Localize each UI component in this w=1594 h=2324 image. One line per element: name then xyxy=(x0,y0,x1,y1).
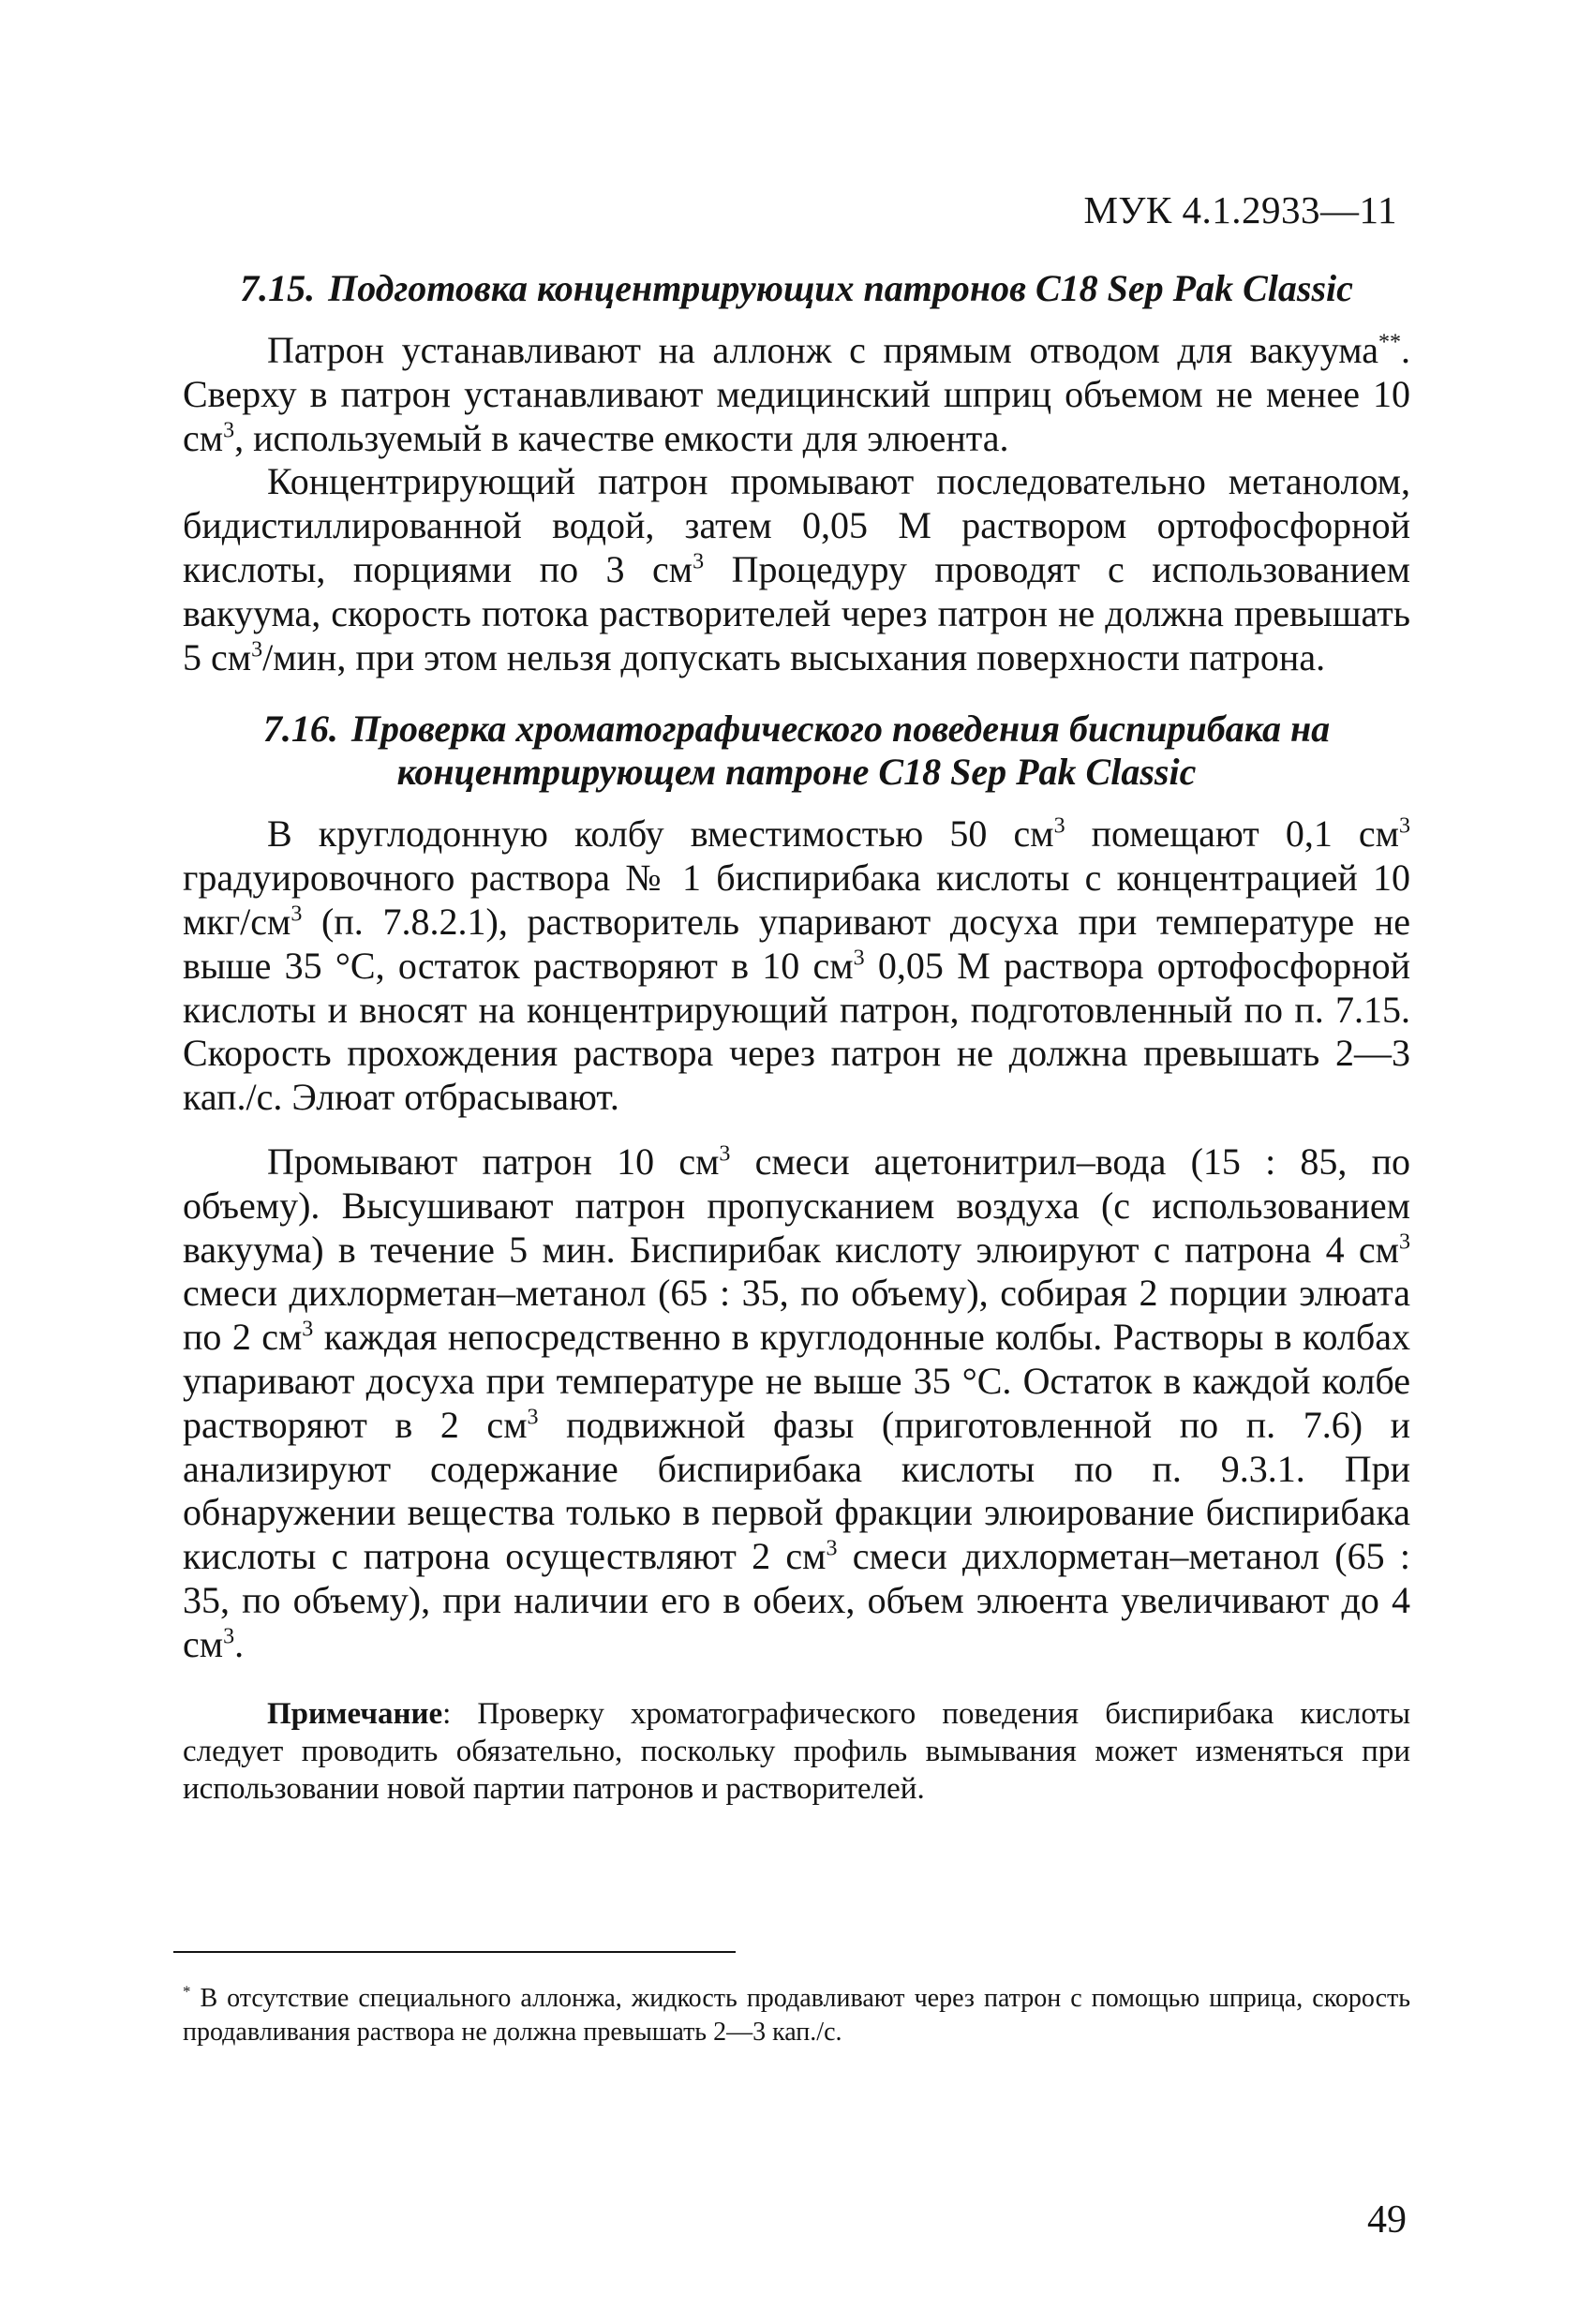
page-number: 49 xyxy=(1367,2198,1407,2242)
superscript: 3 xyxy=(527,1405,539,1430)
superscript: 3 xyxy=(1399,1229,1410,1255)
superscript: 3 xyxy=(302,1317,314,1342)
footnote-ref: ** xyxy=(1378,330,1401,355)
text: подвижной фазы (приготовленной по п. 7.6) и анализируют содержание биспирибака кислоты по п. 9.3.1. При обнаружении вещества только в первой фракции элюирование биспирибака кислоты с патрона осуществляют 2 см xyxy=(183,1403,1410,1578)
section-number: 7.15. xyxy=(240,267,316,309)
superscript: 3 xyxy=(853,946,865,971)
section-title-line2: концентрирующем патроне C18 Sep Pak Classic xyxy=(396,751,1197,794)
superscript: 3 xyxy=(719,1141,731,1167)
section-7-16-heading xyxy=(183,708,1410,794)
superscript: 3 xyxy=(251,637,263,663)
superscript: 3 xyxy=(223,1624,235,1649)
superscript: 3 xyxy=(1399,814,1410,840)
text: /мин, при этом нельзя допускать высыхания поверхности патрона. xyxy=(262,635,1326,678)
text: смеси дихлорметан–метанол (65 : 35, по объему), при наличии его в обеих, объем элюента увеличивают до 4 см xyxy=(183,1535,1410,1665)
document-code: МУК 4.1.2933—11 xyxy=(1083,188,1397,231)
text: помещают 0,1 см xyxy=(1065,812,1399,856)
text: В круглодонную колбу вместимостью 50 см xyxy=(267,812,1054,856)
footnote xyxy=(183,1982,1410,2049)
section-number: 7.16. xyxy=(262,708,338,751)
text: Промывают патрон 10 см xyxy=(267,1140,720,1183)
text: смеси дихлорметан–метанол (65 : 35, по объему), собирая 2 порции элюата по 2 см xyxy=(183,1272,1410,1359)
note-text: : Проверку хроматографического поведения биспирибака кислоты следует проводить обязательно, поскольку профиль вымывания может изменяться при использовании новой партии патронов и растворителей. xyxy=(183,1696,1410,1806)
paragraph xyxy=(183,1140,1410,1667)
text: (п. 7.8.2.1), растворитель упаривают досуха при температуре не выше 35 °С, остаток растворяют в 10 см xyxy=(183,900,1410,987)
text: Концентрирующий патрон промывают последовательно метанолом, бидистиллированной водой, затем 0,05 М раствором ортофосфорной кислоты, порциями по 3 см xyxy=(183,460,1410,590)
section-7-15-heading xyxy=(183,267,1410,310)
note xyxy=(183,1695,1410,1808)
section-title-line1: Проверка хроматографического поведения биспирибака на xyxy=(350,708,1331,751)
footnote-divider xyxy=(173,1951,736,1953)
paragraph xyxy=(183,329,1410,460)
text: . Сверху в патрон устанавливают медицинский шприц объемом не менее 10 см xyxy=(183,329,1410,459)
text: каждая непосредственно в круглодонные колбы. Растворы в колбах упаривают досуха при температуре не выше 35 °С. Остаток в каждой колбе растворяют в 2 см xyxy=(183,1316,1410,1446)
superscript: 3 xyxy=(693,549,705,574)
superscript: 3 xyxy=(223,418,235,443)
footnote-text: В отсутствие специального аллонжа, жидкость продавливают через патрон с помощью шприца, скорость продавливания раствора не должна превышать 2—3 кап./с. xyxy=(183,1984,1410,2047)
footnote-mark: * xyxy=(183,1982,191,2001)
text: . xyxy=(234,1622,245,1665)
text: градуировочного раствора № 1 биспирибака кислоты с концентрацией 10 мкг/см xyxy=(183,857,1410,943)
note-label: Примечание xyxy=(267,1696,443,1731)
section-title: Подготовка концентрирующих патронов C18 Sep Pak Classic xyxy=(328,267,1353,309)
text: 0,05 М раствора ортофосфорной кислоты и вносят на концентрирующий патрон, подготовленный по п. 7.15. Скорость прохождения раствора через патрон не должна превышать 2—3 кап./с. Элюат отбрасывают. xyxy=(183,944,1411,1119)
paragraph xyxy=(183,812,1410,1120)
paragraph xyxy=(183,460,1410,679)
text: смеси ацетонитрил–вода (15 : 85, по объему). Высушивают патрон пропусканием воздуха (с использованием вакуума) в течение 5 мин. Биспирибак кислоту элюируют с патрона 4 см xyxy=(183,1140,1410,1271)
text: Патрон устанавливают на аллонж с прямым отводом для вакуума xyxy=(267,329,1378,371)
superscript: 3 xyxy=(1053,814,1065,840)
page-content xyxy=(183,267,1410,1808)
text: Процедуру проводят с использованием вакуума, скорость потока растворителей через патрон не должна превышать 5 см xyxy=(183,547,1410,678)
text: , используемый в качестве емкости для элюента. xyxy=(234,416,1009,459)
superscript: 3 xyxy=(826,1536,838,1561)
superscript: 3 xyxy=(290,901,303,927)
